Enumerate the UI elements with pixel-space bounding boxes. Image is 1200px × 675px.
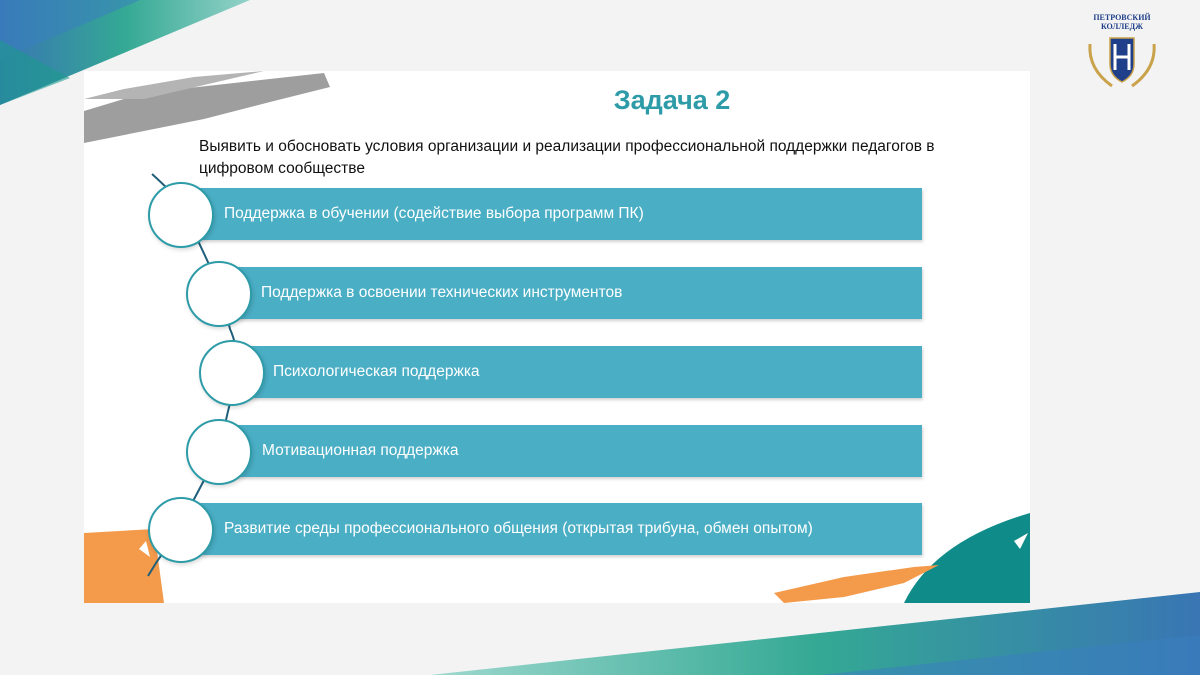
timeline-circle <box>186 419 252 485</box>
timeline-circle <box>186 261 252 327</box>
timeline-circle <box>148 497 214 563</box>
timeline-circle <box>199 340 265 406</box>
logo-name-line2: КОЛЛЕДЖ <box>1100 22 1144 31</box>
list-item <box>177 503 922 555</box>
slide-subtitle: Выявить и обосновать условия организации и реализации профессиональной поддержки педагогов в цифровом сообществе <box>199 138 935 177</box>
list-item-label: Поддержка в обучении (содействие выбора программ ПК) <box>224 205 644 222</box>
slide-title: Задача 2 <box>613 85 731 115</box>
list-item-label: Мотивационная поддержка <box>262 442 459 459</box>
list-item <box>216 425 922 477</box>
logo-title <box>1082 13 1162 31</box>
list-item-label: Психологическая поддержка <box>273 363 480 380</box>
list-item <box>177 188 922 240</box>
list-item-label: Поддержка в освоении технических инструментов <box>261 284 623 301</box>
list-item-label: Развитие среды профессионального общения (открытая трибуна, обмен опытом) <box>224 520 813 537</box>
timeline-circle <box>148 182 214 248</box>
list-item <box>229 346 922 398</box>
logo-name-line1: ПЕТРОВСКИЙ <box>1093 13 1151 22</box>
slide-panel <box>84 71 1030 603</box>
list-item <box>216 267 922 319</box>
